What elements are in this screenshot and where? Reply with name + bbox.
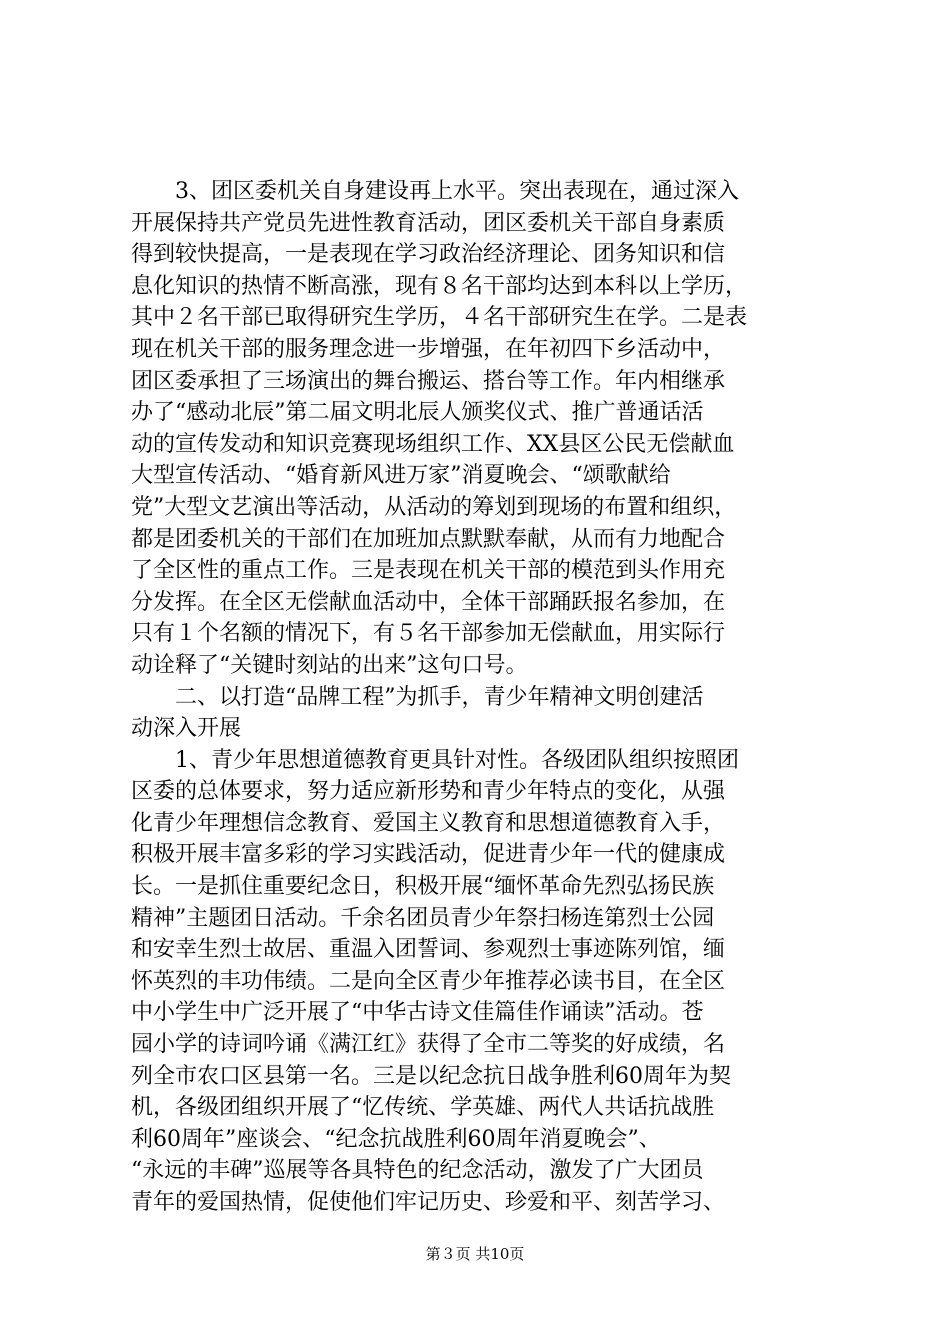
paragraph-line: 大型宣传活动、“婚育新风进万家”消夏晚会、“颂歌献给 [131,463,671,489]
paragraph-line: 息化知识的热情不断高涨，现有８名干部均达到本科以上学历， [131,273,748,299]
page-number-footer: 第３页 共10页 [425,1245,525,1263]
paragraph-line: 长。一是抓住重要纪念日，积极开展“缅怀革命先烈弘扬民族 [131,874,715,900]
paragraph-line: 动的宣传发动和知识竞赛现场组织工作、XX县区公民无偿献血 [131,431,735,457]
paragraph-line: 机，各级团组织开展了“忆传统、学英雄、两代人共话抗战胜 [131,1095,715,1121]
paragraph-line: 区委的总体要求，努力适应新形势和青少年特点的变化，从强 [131,779,726,805]
paragraph-line: 怀英烈的丰功伟绩。二是向全区青少年推荐必读书目，在全区 [131,968,726,994]
paragraph-line: 办了“感动北辰”第二届文明北辰人颁奖仪式、推广普通话活 [131,400,704,426]
paragraph-line: 中小学生中广泛开展了“中华古诗文佳篇佳作诵读”活动。苍 [131,1000,704,1026]
paragraph-line: 只有１个名额的情况下，有５名干部参加无偿献血，用实际行 [131,621,726,647]
paragraph-line: 3、团区委机关自身建设再上水平。突出表现在，通过深入 [175,179,739,204]
paragraph-line: 开展保持共产党员先进性教育活动，团区委机关干部自身素质 [131,210,726,236]
paragraph-line: 积极开展丰富多彩的学习实践活动，促进青少年一代的健康成 [131,842,726,868]
paragraph-line: 青年的爱国热情，促使他们牢记历史、珍爱和平、刻苦学习、 [131,1190,726,1215]
paragraph-line: “永远的丰碑”巡展等各具特色的纪念活动，激发了广大团员 [131,1158,704,1184]
section-heading-line: 动深入开展 [131,716,242,742]
paragraph-line: 1、青少年思想道德教育更具针对性。各级团队组织按照团 [175,747,739,773]
section-heading-line: 二、以打造“品牌工程”为抓手，青少年精神文明创建活 [175,684,704,710]
paragraph-line: 团区委承担了三场演出的舞台搬运、搭台等工作。年内相继承 [131,368,726,394]
paragraph-line: 得到较快提高，一是表现在学习政治经济理论、团务知识和信 [131,242,726,268]
paragraph-line: 分发挥。在全区无偿献血活动中，全体干部踊跃报名参加，在 [131,589,726,615]
paragraph-line: 都是团委机关的干部们在加班加点默默奉献，从而有力地配合 [131,526,726,552]
paragraph-line: 列全市农口区县第一名。三是以纪念抗日战争胜利60周年为契 [131,1063,731,1089]
paragraph-line: 动诠释了“关键时刻站的出来”这句口号。 [131,652,528,678]
paragraph-line: 党”大型文艺演出等活动，从活动的筹划到现场的布置和组织， [131,494,737,520]
paragraph-line: 了全区性的重点工作。三是表现在机关干部的模范到头作用充 [131,558,726,584]
paragraph-line: 和安幸生烈士故居、重温入团誓词、参观烈士事迹陈列馆，缅 [131,937,726,963]
paragraph-line: 现在机关干部的服务理念进一步增强，在年初四下乡活动中， [131,336,726,362]
paragraph-line: 园小学的诗词吟诵《满江红》获得了全市二等奖的好成绩，名 [131,1032,726,1058]
paragraph-line: 化青少年理想信念教育、爱国主义教育和思想道德教育入手， [131,810,726,836]
paragraph-line: 利60周年”座谈会、“纪念抗战胜利60周年消夏晚会”、 [131,1126,661,1152]
body-text [131,176,831,1219]
paragraph-line: 精神”主题团日活动。千余名团员青少年祭扫杨连第烈士公园 [131,905,715,931]
paragraph-line: 其中２名干部已取得研究生学历，４名干部研究生在学。二是表 [131,305,748,331]
